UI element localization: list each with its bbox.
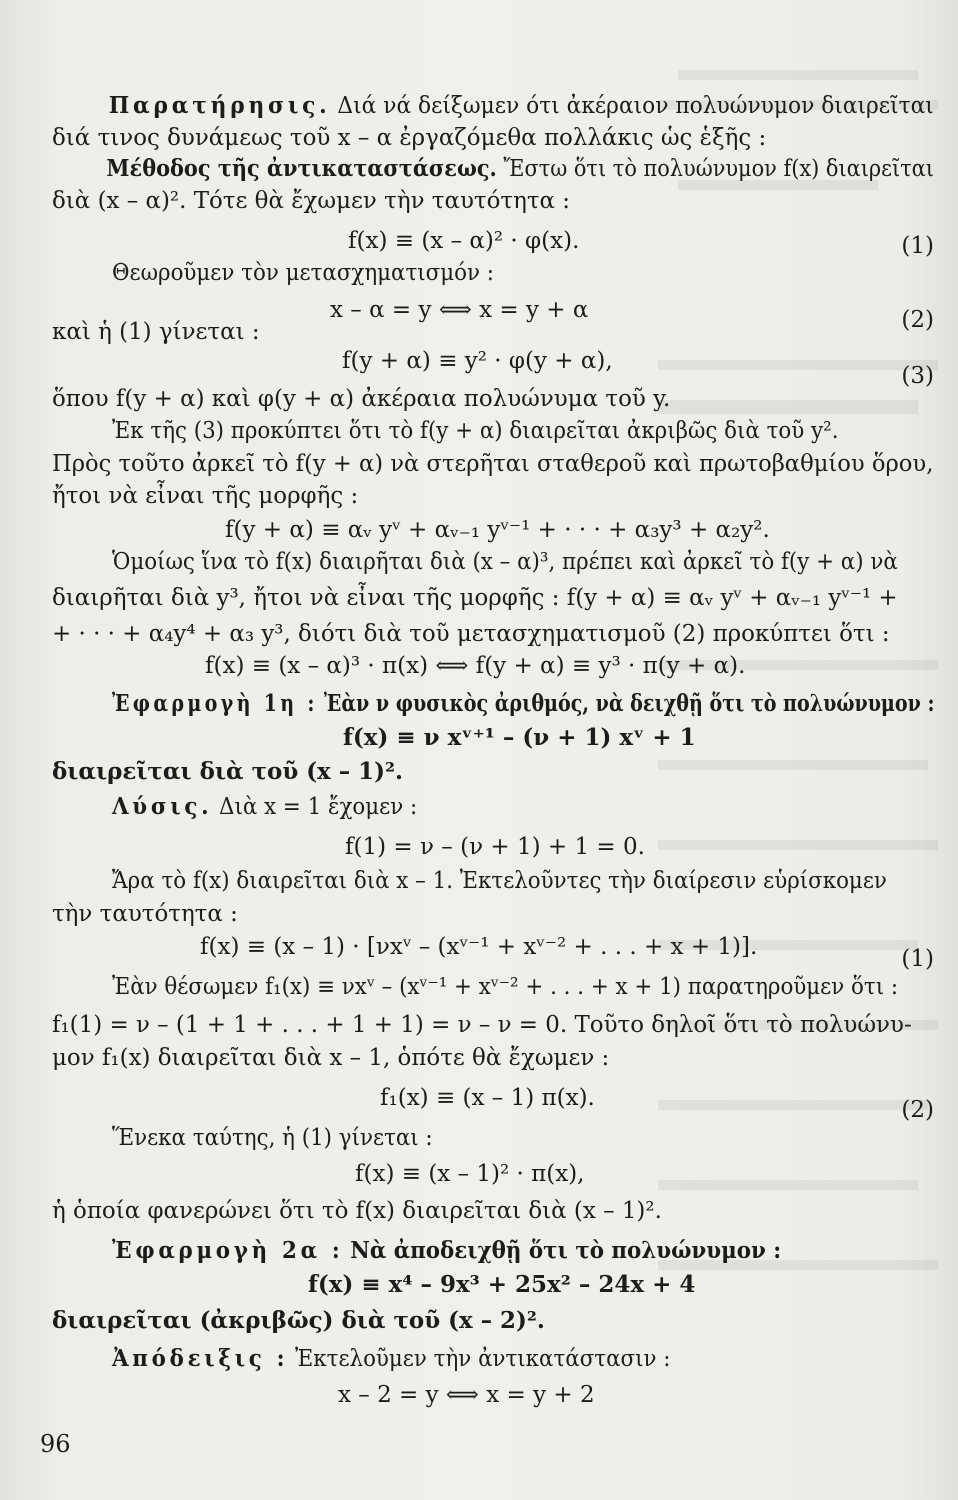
method-line-1 [52, 155, 934, 183]
application-2-formula: f(x) ≡ x⁴ – 9x³ + 25x² – 24x + 4 [308, 1271, 696, 1298]
solution-heading: Λύσις. [112, 793, 213, 820]
application-1-formula: f(x) ≡ ν xᵛ⁺¹ – (ν + 1) xᵛ + 1 [343, 724, 696, 751]
equation-substitution: x – 2 = y ⟺ x = y + 2 [338, 1382, 595, 1408]
method-heading: Μέθοδος τῆς ἀντικαταστάσεως. [106, 155, 497, 182]
equation-1: f(x) ≡ (x – α)² · φ(x). [348, 228, 580, 254]
equation-2: x – α = y ⟺ x = y + α [330, 297, 589, 323]
application-1-line-2: διαιρεῖται διὰ τοῦ (x – 1)². [52, 758, 404, 785]
application-2-line-2: διαιρεῖται (ἀκριβῶς) διὰ τοῦ (x – 2)². [52, 1307, 545, 1334]
application-1-text-a: Ἄρα τὸ f(x) διαιρεῖται διὰ x – 1. Ἐκτελοῦντες τὴν διαίρεσιν εὑρίσκομεν [112, 868, 887, 894]
equation-f1: f(1) = ν – (ν + 1) + 1 = 0. [345, 834, 645, 860]
solution-line [112, 793, 934, 821]
method-line-10: διαιρῆται διὰ y³, ἤτοι νὰ εἶναι τῆς μορφῆς : f(y + α) ≡ αᵥ yᵛ + αᵥ₋₁ yᵛ⁻¹ + [52, 585, 898, 611]
method-line-9: Ὁμοίως ἵνα τὸ f(x) διαιρῆται διὰ (x – α)³, πρέπει καὶ ἀρκεῖ τὸ f(y + α) νὰ [112, 549, 898, 575]
equation-5: f(x) ≡ (x – α)³ · π(x) ⟺ f(y + α) ≡ y³ · π(y + α). [205, 653, 746, 679]
proof-line [112, 1345, 934, 1373]
equation-f1-factor: f₁(x) ≡ (x – 1) π(x). [380, 1085, 595, 1111]
equation-2-number: (2) [901, 307, 934, 333]
application-1-text-c: Ἐὰν θέσωμεν f₁(x) ≡ νxᵛ – (xᵛ⁻¹ + xᵛ⁻² + . . . + x + 1) παρατηροῦμεν ὅτι : [112, 974, 899, 1000]
method-line-4: καὶ ἡ (1) γίνεται : [52, 319, 260, 345]
method-line-6: Ἐκ τῆς (3) προκύπτει ὅτι τὸ f(y + α) διαιρεῖται ἀκριβῶς διὰ τοῦ y². [112, 418, 839, 444]
note-heading: Παρατήρησις. [108, 92, 331, 119]
equation-3-number: (3) [901, 363, 934, 389]
page-number: 96 [40, 1430, 71, 1458]
method-line-7: Πρὸς τοῦτο ἀρκεῖ τὸ f(y + α) νὰ στερῆται σταθεροῦ καὶ πρωτοβαθμίου ὅρου, [52, 451, 934, 477]
note-text-1: Διά νά δείξωμεν ότι ἀκέραιον πολυώνυμον διαιρεῖται [337, 93, 934, 119]
method-line-2: διὰ (x – α)². Τότε θὰ ἔχωμεν τὴν ταυτότητα : [52, 188, 571, 214]
application-2-line-1 [112, 1237, 934, 1265]
application-2-heading: Ἐφαρμογὴ 2α : [112, 1237, 344, 1264]
note-line-2: διά τινος δυνάμεως τοῦ x – α ἐργαζόμεθα πολλάκις ὡς ἑξῆς : [52, 125, 767, 151]
method-line-11: + · · · + α₄y⁴ + α₃ y³, διότι διὰ τοῦ μετασχηματισμοῦ (2) προκύπτει ὅτι : [52, 621, 890, 647]
equation-3: f(y + α) ≡ y² · φ(y + α), [342, 348, 613, 374]
method-text-1: Ἔστω ὅτι τὸ πολυώνυμον f(x) διαιρεῖται [503, 156, 934, 182]
application-2-statement: Νὰ ἀποδειχθῇ ὅτι τὸ πολυώνυμον : [350, 1237, 782, 1264]
application-1-text-b: τὴν ταυτότητα : [52, 901, 238, 927]
application-1-statement: Ἐὰν ν φυσικὸς ἀριθμός, νὰ δειχθῇ ὅτι τὸ πολυώνυμον : [323, 690, 935, 717]
equation-division-number: (1) [901, 946, 934, 972]
equation-f1-factor-number: (2) [901, 1097, 934, 1123]
application-1-text-d: f₁(1) = ν – (1 + 1 + . . . + 1 + 1) = ν – ν = 0. Τοῦτο δηλοῖ ὅτι τὸ πολυώνυ- [52, 1012, 912, 1038]
equation-4: f(y + α) ≡ αᵥ yᵛ + αᵥ₋₁ yᵛ⁻¹ + · · · + α₃y³ + α₂y². [225, 517, 770, 543]
note-line-1 [52, 92, 934, 120]
method-line-5: ὅπου f(y + α) καὶ φ(y + α) ἀκέραια πολυώνυμα τοῦ y. [52, 386, 671, 412]
solution-text: Διὰ x = 1 ἔχομεν : [219, 794, 418, 820]
application-1-text-e: μον f₁(x) διαιρεῖται διὰ x – 1, ὁπότε θὰ ἔχωμεν : [52, 1045, 610, 1071]
equation-division: f(x) ≡ (x – 1) · [νxᵛ – (xᵛ⁻¹ + xᵛ⁻² + . . . + x + 1)]. [200, 934, 758, 960]
application-1-text-g: ἡ ὁποία φανερώνει ὅτι τὸ f(x) διαιρεῖται διὰ (x – 1)². [52, 1198, 662, 1224]
proof-heading: Ἀπόδειξις : [112, 1345, 289, 1372]
application-1-line-1 [112, 690, 935, 718]
application-1-text-f: Ἕνεκα ταύτης, ἡ (1) γίνεται : [112, 1125, 433, 1151]
method-line-8: ἤτοι νὰ εἶναι τῆς μορφῆς : [52, 483, 359, 509]
method-line-3: Θεωροῦμεν τὸν μετασχηματισμόν : [112, 260, 495, 286]
proof-text: Ἐκτελοῦμεν τὴν ἀντικατάστασιν : [295, 1346, 671, 1372]
equation-1-number: (1) [901, 233, 934, 259]
equation-result: f(x) ≡ (x – 1)² · π(x), [355, 1161, 585, 1187]
application-1-heading: Ἐφαρμογὴ 1η : [112, 690, 318, 717]
